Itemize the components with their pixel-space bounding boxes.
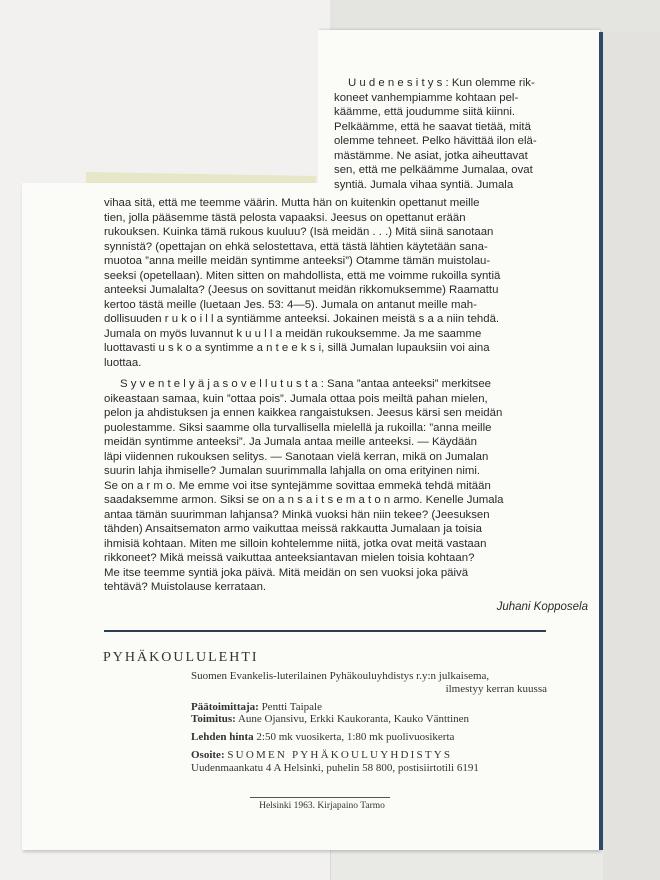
staff-label: Toimitus: xyxy=(191,713,236,726)
intro-line: koneet vanhempiamme kohtaan pel- xyxy=(334,91,519,104)
body-line: Jumala on myös luvannut k u u l l a meidän rukouksemme. Ja me saamme xyxy=(104,327,482,340)
body-line: Se on a r m o. Me emme voi itse syntejämme sovittaa emmekä tehdä mitään xyxy=(104,479,491,492)
price-label: Lehden hinta xyxy=(191,731,254,744)
body-column xyxy=(104,196,586,595)
editor-row xyxy=(191,701,547,714)
body-line: meidän syntimme anteeksi”. Ja Jumala antaa meille anteeksi. — Käydään xyxy=(104,436,477,448)
publisher-line: ilmestyy kerran kuussa xyxy=(445,682,547,695)
body-line: dollisuuden r u k o i l l a syntiämme anteeksi. Jokainen meistä s a a niin tehdä. xyxy=(104,313,500,325)
body-line: läpi viidennen rukouksen selitys. — Sanotaan vielä kerran, mikä on Jumalan xyxy=(104,450,489,463)
intro-line: Pelkäämme, että he saavat tietää, mitä xyxy=(334,120,531,133)
intro-line: käämme, että joudumme siitä kiinni. xyxy=(334,106,516,118)
intro-line: olemme tehneet. Pelko hävittää ilon elä- xyxy=(334,135,537,147)
address-label: Osoite: xyxy=(191,748,225,761)
body-line: puolestamme. Siksi saamme olla turvallisella mielellä ja rukoilla: ”anna meille xyxy=(104,421,492,434)
price-value: 2:50 mk vuosikerta, 1:80 mk puolivuosikerta xyxy=(256,731,455,744)
author-signature: Juhani Kopposela xyxy=(496,601,588,613)
body-line: S y v e n t e l y ä j a s o v e l l u t u s t a : Sana ”antaa anteeksi” merkitsee xyxy=(120,378,492,390)
address-row xyxy=(191,749,547,762)
body-line: rikkoneet? Mikä meissä vaikuttaa anteeksiantavan mielen toisia kohtaan? xyxy=(104,552,475,564)
editor-label: Päätoimittaja: xyxy=(191,700,259,713)
body-line: kertoo tästä meille (luetaan Jes. 53: 4—5). Jumala on antanut meille mah- xyxy=(104,298,477,311)
colophon xyxy=(191,670,547,780)
printer-divider xyxy=(250,797,390,798)
binding-spine xyxy=(599,32,603,850)
body-line: ihmisiä kohtaan. Miten me silloin kohtelemme niitä, jotka ovat meitä vastaan xyxy=(104,537,487,550)
body-line: tien, jolla pääsemme tästä pelosta vapaaksi. Jeesus on opettanut erään xyxy=(104,211,466,224)
address-line: Uudenmaankatu 4 A Helsinki, puhelin 58 800, postisiirtotili 6191 xyxy=(191,761,479,774)
body-line: rukouksen. Kuinka tämä rukous kuuluu? (Isä meidän . . .) Mitä siinä sanotaan xyxy=(104,226,494,238)
editor-name: Pentti Taipale xyxy=(261,700,322,713)
body-line: tehtävä? Muistolause kerrataan. xyxy=(104,581,267,593)
staff-row xyxy=(191,713,547,726)
masthead-title: PYHÄKOULULEHTI xyxy=(103,650,259,665)
background-right xyxy=(603,32,660,880)
body-line: synnistä? (opettajan on ehkä selostettava, että tästä lähtien käytetään sana- xyxy=(104,240,488,253)
body-line: seeksi (opetellaan). Miten sitten on mahdollista, että me voimme rukoilla syntiä xyxy=(104,269,501,282)
intro-line: U u d e n e s i t y s : Kun olemme rik- xyxy=(348,77,535,89)
staff-names: Aune Ojansivu, Erkki Kaukoranta, Kauko Vänttinen xyxy=(237,713,470,726)
body-line: Me itse teemme syntiä joka päivä. Mitä meidän on sen vuoksi joka päivä xyxy=(104,566,469,579)
body-line: suurin lahja ihmiselle? Jumalan suurimmalla lahjalla on oma erityinen nimi. xyxy=(104,465,481,477)
intro-line: sen, että me pelkäämme Jumalaa, ovat xyxy=(334,164,533,176)
printer-imprint: Helsinki 1963. Kirjapaino Tarmo xyxy=(259,801,385,811)
intro-line: mästämme. Ne asiat, jotka aiheuttavat xyxy=(334,149,528,162)
section-divider xyxy=(104,630,546,632)
intro-line: syntiä. Jumala vihaa syntiä. Jumala xyxy=(334,178,514,191)
body-line: tähden) Ansaitsematon armo vaikuttaa meissä rakkautta Jumalaan ja toisia xyxy=(104,523,482,535)
body-line: antaa tämän suurimman lahjansa? Minkä vuoksi hän niin tekee? (Jeesuksen xyxy=(104,508,490,521)
price-row xyxy=(191,731,547,744)
body-line: luottavasti u s k o a syntimme a n t e e k s i, sillä Jumalan lupauksiin voi aina xyxy=(104,342,490,354)
body-line: saadaksemme armon. Siksi se on a n s a i t s e m a t o n armo. Kenelle Jumala xyxy=(104,494,504,506)
body-line: anteeksi Jumalalta? (Jeesus on sovittanut meidän rikkomuksemme) Raamattu xyxy=(104,284,499,296)
body-line: oikeastaan samaa, kuin ”ottaa pois”. Jumala ottaa pois meiltä pahan mielen, xyxy=(104,392,488,405)
publisher-line: Suomen Evankelis-luterilainen Pyhäkouluyhdistys r.y:n julkaisema, xyxy=(191,670,490,682)
background-top xyxy=(330,0,660,32)
body-line: luottaa. xyxy=(104,356,142,369)
body-line: pelon ja ahdistuksen ja ennen kaikkea rangaistuksen. Jeesus kärsi sen meidän xyxy=(104,407,503,419)
intro-paragraph xyxy=(334,76,586,192)
body-line: vihaa sitä, että me teemme väärin. Mutta hän on kuitenkin opettanut meille xyxy=(104,197,480,209)
address-org: SUOMEN PYHÄKOULUYHDISTYS xyxy=(227,748,453,761)
body-line: muotoa ”anna meille meidän syntimme anteeksi”) Otamme tämän muistolau- xyxy=(104,255,491,267)
